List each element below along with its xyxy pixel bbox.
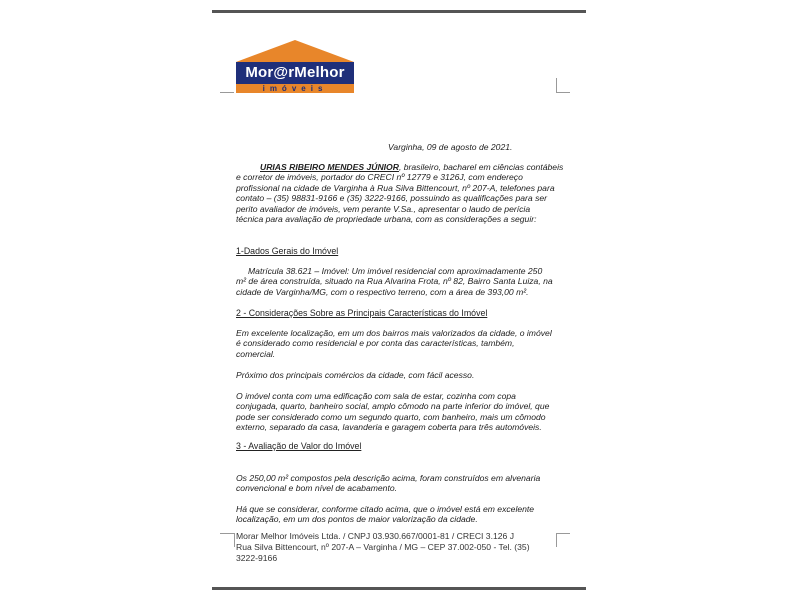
- intro-line: técnica para avaliação de propriedade urbana, com as considerações a seguir:: [236, 214, 537, 225]
- intro-line: e corretor de imóveis, portador do CRECI nº 12779 e 3126J, com endereço: [236, 172, 523, 183]
- date-line: Varginha, 09 de agosto de 2021.: [388, 142, 513, 152]
- intro-name: URIAS RIBEIRO MENDES JÚNIOR: [260, 162, 399, 172]
- intro-paragraph: [236, 162, 566, 224]
- page-bottom-edge: [212, 587, 586, 590]
- footer-line: Morar Melhor Imóveis Ltda. / CNPJ 03.930.667/0001-81 / CRECI 3.126 J: [236, 531, 515, 541]
- section-1-title: 1-Dados Gerais do Imóvel: [236, 246, 339, 256]
- section-1-line: Matrícula 38.621 – Imóvel: Um imóvel residencial com aproximadamente 250: [248, 266, 543, 276]
- logo-subtitle: imóveis: [236, 84, 354, 93]
- roof-icon: [236, 40, 354, 62]
- section-2-paragraph-1: [236, 328, 566, 359]
- crop-mark: [556, 92, 570, 93]
- section-2-line: conjugada, quarto, banheiro social, amplo cômodo na parte inferior do imóvel, que: [236, 401, 550, 412]
- section-2-title: 2 - Considerações Sobre as Principais Características do Imóvel: [236, 308, 488, 318]
- company-logo: [236, 40, 354, 96]
- section-3-line: Os 250,00 m² compostos pela descrição acima, foram construídos em alvenaria: [236, 473, 541, 483]
- section-1-paragraph: [236, 266, 566, 297]
- section-2-paragraph-2: [236, 370, 566, 380]
- section-3-title: 3 - Avaliação de Valor do Imóvel: [236, 441, 362, 451]
- section-2-paragraph-3: [236, 391, 566, 433]
- logo-name: Mor@rMelhor: [236, 62, 354, 84]
- footer-line: 3222-9166: [236, 553, 278, 563]
- section-3-paragraph-1: [236, 473, 566, 494]
- section-2-line: Em excelente localização, em um dos bairros mais valorizados da cidade, o imóvel: [236, 328, 552, 338]
- section-3-line: Há que se considerar, conforme citado acima, que o imóvel está em excelente: [236, 504, 535, 514]
- intro-line: perito avaliador de imóveis, vem perante V.Sa., apresentar o laudo de perícia: [236, 203, 531, 214]
- section-2-line: Próximo dos principais comércios da cidade, com fácil acesso.: [236, 370, 475, 380]
- section-2-line: é considerado como residencial e por conta das características, também,: [236, 338, 515, 349]
- section-1-line: cidade de Varginha/MG, com o respectivo terreno, com a área de 393,00 m².: [236, 286, 529, 297]
- crop-mark: [556, 78, 557, 92]
- section-2-line: pode ser considerado como um segundo quarto, com banheiro, mais um cômodo: [236, 411, 546, 422]
- crop-mark: [234, 533, 235, 547]
- intro-line: , brasileiro, bacharel em ciências contábeis: [398, 162, 564, 172]
- page-top-edge: [212, 10, 586, 13]
- crop-mark: [220, 533, 234, 534]
- section-2-line: O imóvel conta com uma edificação com sala de estar, cozinha com copa: [236, 391, 516, 401]
- footer-line: Rua Silva Bittencourt, nº 207-A – Varginha / MG – CEP 37.002-050 - Tel. (35): [236, 542, 530, 552]
- section-2-line: comercial.: [236, 348, 276, 359]
- section-2-line: externo, separado da casa, lavanderia e garagem coberta para três automóveis.: [236, 422, 542, 433]
- document-page: [212, 10, 586, 590]
- intro-line: profissional na cidade de Varginha à Rua Silva Bittencourt, nº 207-A, telefones para: [236, 182, 555, 193]
- intro-line: contato – (35) 98831-9166 e (35) 3222-9166, possuindo as qualificações para ser: [236, 193, 548, 204]
- section-3-line: localização, em um dos pontos de maior valorização da cidade.: [236, 514, 478, 525]
- crop-mark: [220, 92, 234, 93]
- page-footer: [236, 531, 566, 564]
- section-3-line: convencional e bom nível de acabamento.: [236, 483, 397, 494]
- section-3-paragraph-2: [236, 504, 566, 525]
- section-1-line: m² de área construída, situado na Rua Alvarina Frota, nº 82, Bairro Santa Luiza, na: [236, 276, 553, 287]
